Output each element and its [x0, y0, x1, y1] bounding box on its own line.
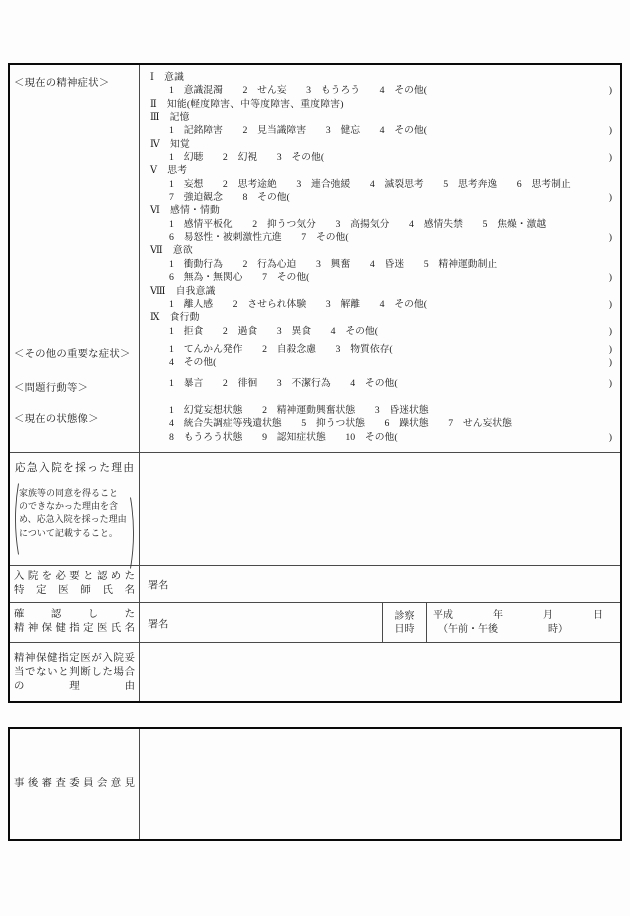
- label-line: 精神保健指定医氏名: [14, 623, 135, 634]
- symptom-line-text: 7 強迫観念 8 その他(: [169, 192, 290, 204]
- exam-date-line: 平成 年 月 日: [433, 610, 603, 621]
- emergency-reason-entry-area: [140, 453, 620, 565]
- symptom-line: [150, 164, 612, 177]
- designated-psychiatrist-signature-cell: [140, 603, 383, 642]
- signature-label: 署名: [148, 580, 169, 592]
- label-line: 精神保健指定医が入院妥: [14, 653, 135, 664]
- symptom-line: [150, 431, 612, 444]
- emergency-note-line: について記載すること。: [19, 527, 118, 538]
- designated-psychiatrist-label-cell: [10, 603, 140, 642]
- approving-physician-row: [10, 565, 620, 602]
- symptom-line-close-paren: ): [608, 125, 612, 137]
- symptom-line-text: 1 衝動行為 2 行為心迫 3 興奮 4 昏迷 5 精神運動制止: [169, 258, 498, 270]
- label-line: の理由: [14, 681, 135, 692]
- approving-physician-label: [10, 566, 139, 598]
- symptom-line: [150, 204, 612, 217]
- emergency-reason-title: 応急入院を採った理由: [15, 463, 134, 474]
- symptom-line-text: Ⅱ 知能(軽度障害、中等度障害、重度障害): [150, 98, 344, 110]
- exam-label-line2: 日時: [394, 623, 415, 635]
- emergency-note-line: 家族等の同意を得ること: [19, 488, 119, 498]
- symptom-line-text: Ⅵ 感情・情動: [150, 205, 221, 217]
- symptom-line: [150, 191, 612, 204]
- exam-label-line1: 診察: [394, 610, 415, 622]
- main-form-table: [8, 63, 622, 703]
- symptom-line-text: 1 拒食 2 過食 3 異食 4 その他(: [169, 325, 378, 337]
- label-line: 当でないと判断した場合: [14, 667, 135, 678]
- symptom-line-close-paren: ): [608, 272, 612, 284]
- symptom-line: [150, 311, 612, 324]
- symptom-line: [150, 404, 612, 417]
- symptom-line-close-paren: ): [608, 85, 612, 97]
- symptom-line-text: Ⅷ 自我意識: [150, 285, 216, 297]
- label-current-state: ＜現在の状態像＞: [14, 414, 99, 425]
- not-appropriate-label: [10, 643, 139, 694]
- emergency-note-line: め、応急入院を採った理由: [19, 514, 127, 525]
- review-committee-table: [8, 727, 622, 841]
- symptom-line-text: 1 感情平板化 2 抑うつ気分 3 高揚気分 4 感情失禁 5 焦燥・激越: [169, 218, 547, 230]
- symptom-line-text: Ⅳ 知覚: [150, 138, 190, 150]
- label-line: 特定医師氏名: [14, 585, 135, 596]
- review-committee-label-cell: [10, 729, 140, 839]
- symptom-line-text: Ⅰ 意識: [150, 72, 185, 83]
- symptom-line: [150, 343, 612, 356]
- symptom-line: [150, 111, 612, 124]
- symptom-line-close-paren: ): [608, 152, 612, 164]
- not-appropriate-entry-area: [140, 643, 620, 701]
- not-appropriate-reason-row: [10, 642, 620, 701]
- symptom-line-text: 1 妄想 2 思考途絶 3 連合弛緩 4 滅裂思考 5 思考奔逸 6 思考制止: [169, 178, 571, 190]
- label-line: 入院を必要と認めた: [14, 571, 135, 582]
- symptom-line: [150, 218, 612, 231]
- symptom-line-text: 1 離人感 2 させられ体験 3 解離 4 その他(: [169, 298, 427, 310]
- symptom-line-text: 1 幻覚妄想状態 2 精神運動興奮状態 3 昏迷状態: [169, 404, 429, 416]
- symptom-line-text: 6 易怒性・被刺激性亢進 7 その他(: [169, 232, 349, 244]
- symptom-line: [150, 244, 612, 257]
- symptom-line-close-paren: ): [608, 431, 612, 443]
- symptom-line-text: 8 もうろう状態 9 認知症状態 10 その他(: [169, 431, 398, 443]
- approving-physician-signature-cell: [140, 566, 620, 602]
- exam-datetime-label-cell: [383, 603, 427, 642]
- left-paren-decoration: [12, 482, 19, 556]
- review-committee-label-wrap: [10, 777, 139, 791]
- symptom-line-text: 1 記銘障害 2 見当識障害 3 健忘 4 その他(: [169, 125, 427, 137]
- symptom-line-text: 6 無為・無関心 7 その他(: [169, 272, 310, 284]
- symptom-line-text: 1 幻聴 2 幻視 3 その他(: [169, 152, 325, 164]
- symptom-line: [150, 124, 612, 137]
- emergency-reason-note: [12, 482, 137, 570]
- not-appropriate-label-cell: [10, 643, 140, 701]
- symptom-line: [150, 258, 612, 271]
- label-other-symptoms: ＜その他の重要な症状＞: [14, 349, 131, 360]
- symptom-line-close-paren: ): [608, 377, 612, 389]
- emergency-note-line: のできなかった理由を含: [19, 501, 119, 512]
- symptom-line: [150, 298, 612, 311]
- symptom-line-text: 1 暴言 2 徘徊 3 不潔行為 4 その他(: [169, 377, 398, 389]
- symptom-line: [150, 377, 612, 390]
- symptom-line: [150, 151, 612, 164]
- symptom-line-text: Ⅴ 思考: [150, 165, 188, 177]
- symptom-line: [150, 84, 612, 97]
- symptom-line-close-paren: ): [608, 192, 612, 204]
- symptom-line-text: Ⅸ 食行動: [150, 312, 200, 324]
- symptom-line: [150, 98, 612, 111]
- symptom-line: [150, 178, 612, 191]
- symptoms-label-column: [10, 65, 140, 452]
- signature-label: 署名: [148, 619, 169, 630]
- symptom-line-text: 4 その他(: [169, 357, 217, 369]
- symptoms-content-column: [140, 65, 620, 452]
- label-problem-behaviors: ＜問題行動等＞: [14, 383, 89, 394]
- emergency-reason-label-cell: [10, 453, 140, 565]
- symptom-line: [150, 138, 612, 151]
- label-line: 確認した: [14, 609, 135, 620]
- symptom-line: [150, 325, 612, 338]
- designated-psychiatrist-label: [10, 603, 139, 636]
- symptom-line: [150, 417, 612, 430]
- symptom-line-text: Ⅶ 意欲: [150, 245, 193, 257]
- symptom-line: [150, 71, 612, 84]
- symptom-line-close-paren: ): [608, 343, 612, 355]
- exam-time-line: （午前・午後 時）: [433, 624, 568, 635]
- symptom-line-close-paren: ): [608, 298, 612, 310]
- symptom-line-text: Ⅲ 記憶: [150, 112, 190, 124]
- symptom-line: [150, 356, 612, 369]
- symptoms-row: [10, 65, 620, 452]
- symptom-line-close-paren: ): [608, 357, 612, 369]
- right-paren-decoration: [130, 496, 137, 570]
- emergency-reason-row: [10, 452, 620, 565]
- symptom-line-text: 4 統合失調症等残遺状態 5 抑うつ状態 6 躁状態 7 せん妄状態: [169, 418, 512, 430]
- designated-psychiatrist-row: [10, 602, 620, 642]
- review-committee-entry-area: [140, 729, 620, 839]
- emergency-note-lines: [19, 482, 130, 570]
- label-current-symptoms: ＜現在の精神症状＞: [14, 78, 110, 89]
- exam-datetime-value-cell: [427, 603, 620, 642]
- symptom-lines: [140, 65, 620, 444]
- symptom-line: [150, 285, 612, 298]
- symptom-line: [150, 231, 612, 244]
- symptom-line-text: 1 意識混濁 2 せん妄 3 もうろう 4 その他(: [169, 85, 427, 97]
- approving-physician-label-cell: [10, 566, 140, 602]
- symptom-line-text: 1 てんかん発作 2 自殺念慮 3 物質依存(: [169, 343, 393, 355]
- review-committee-label: 事後審査委員会意見: [14, 778, 135, 789]
- symptom-line: [150, 271, 612, 284]
- symptom-line-close-paren: ): [608, 325, 612, 337]
- symptom-line-close-paren: ): [608, 232, 612, 244]
